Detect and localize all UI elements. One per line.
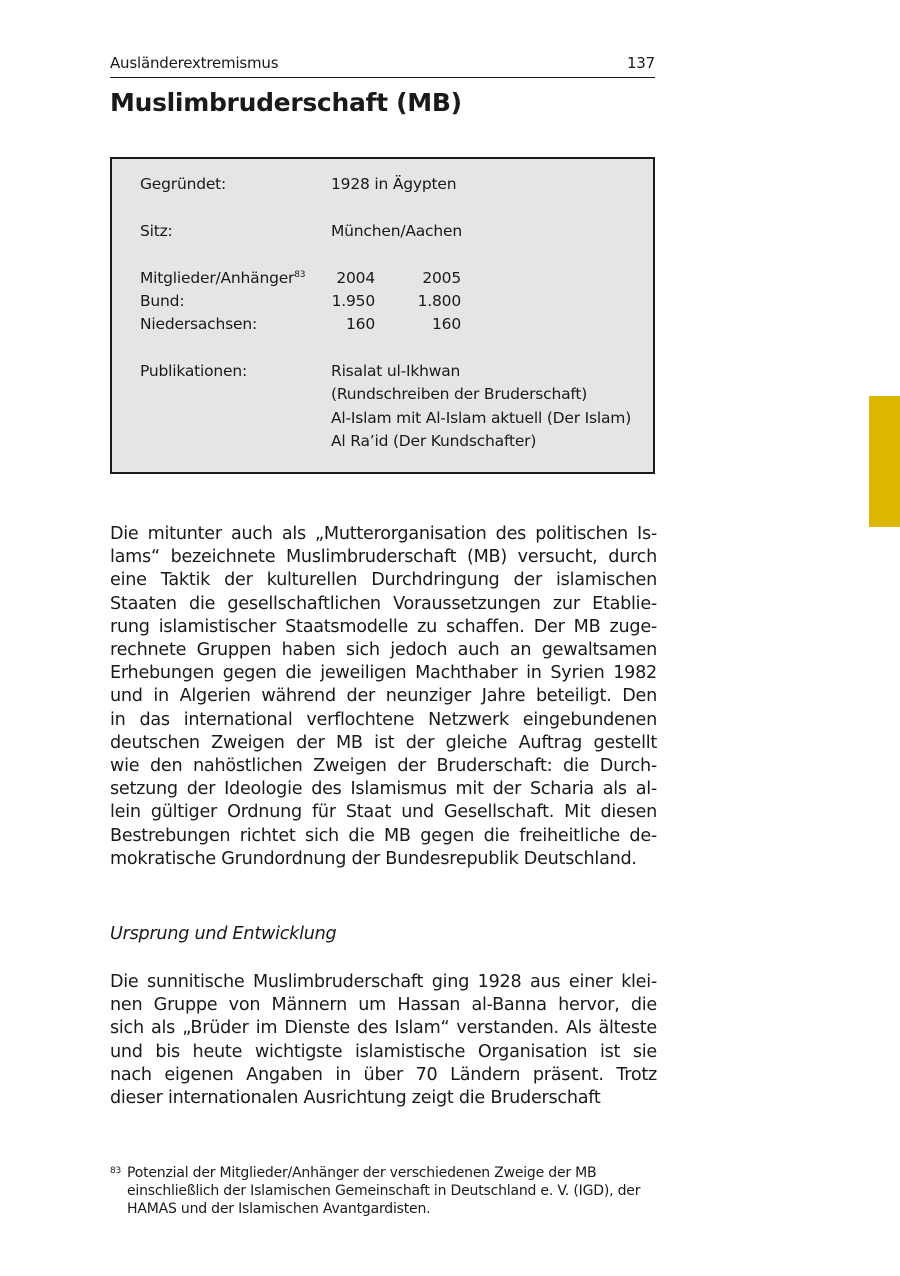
text-line: deutschen Zweigen der MB ist der gleiche Auftrag gestellt — [110, 732, 657, 753]
members-label: Mitglieder/Anhänger$^{83}$ — [140, 269, 306, 287]
paragraph-origin — [110, 971, 657, 1110]
niedersachsen-value-2005: 160 — [432, 315, 461, 333]
fact-box — [110, 157, 655, 474]
paragraph-intro — [110, 523, 657, 871]
text-line: eine Taktik der kulturellen Durchdringung der islamischen — [110, 570, 657, 591]
footnote-text — [127, 1164, 655, 1218]
section-subheading: Ursprung und Entwicklung — [110, 924, 337, 944]
chapter-thumb-tab — [869, 396, 900, 527]
seat-label: Sitz: — [140, 222, 173, 240]
text-line: lams“ bezeichnete Muslimbruderschaft (MB) versucht, durch — [110, 547, 657, 568]
footnote-line: Potenzial der Mitglieder/Anhänger der verschiedenen Zweige der MB — [127, 1165, 597, 1181]
bund-value-2005: 1.800 — [417, 292, 461, 310]
text-line: und in Algerien während der neunziger Jahre beteiligt. Den — [110, 686, 657, 707]
text-line: Die mitunter auch als „Mutterorganisation des politischen Is- — [110, 524, 657, 544]
text-line: Erhebungen gegen die jeweiligen Machthaber in Syrien 1982 — [110, 663, 657, 684]
niedersachsen-value-2004: 160 — [346, 315, 375, 333]
year-2004: 2004 — [336, 269, 375, 287]
footnote-line: einschließlich der Islamischen Gemeinschaft in Deutschland e. V. (IGD), der — [127, 1183, 641, 1199]
publication-item: Al Ra’id (Der Kundschafter) — [331, 432, 537, 450]
text-line: nach eigenen Angaben in über 70 Ländern präsent. Trotz — [110, 1064, 657, 1085]
footnote-ref: 83 — [294, 270, 306, 280]
publications-label: Publikationen: — [140, 362, 248, 380]
page-number: 137 — [626, 54, 655, 72]
footnote-line: HAMAS und der Islamischen Avantgardisten. — [127, 1201, 431, 1217]
bund-label: Bund: — [140, 292, 185, 310]
founded-label: Gegründet: — [140, 175, 227, 193]
text-line: rung islamistischer Staatsmodelle zu schaffen. Der MB zuge- — [110, 616, 657, 637]
publication-item: (Rundschreiben der Bruderschaft) — [331, 385, 588, 403]
founded-value: 1928 in Ägypten — [331, 175, 457, 193]
text-line: mokratische Grundordnung der Bundesrepublik Deutschland. — [110, 848, 637, 869]
section-title: Ausländerextremismus — [110, 54, 279, 72]
text-line: nen Gruppe von Männern um Hassan al-Banna hervor, die — [110, 995, 657, 1016]
text-line: in das international verflochtene Netzwerk eingebundenen — [110, 709, 657, 730]
text-line: dieser internationalen Ausrichtung zeigt die Bruderschaft — [110, 1088, 601, 1109]
niedersachsen-label: Niedersachsen: — [140, 315, 257, 333]
text-line: setzung der Ideologie des Islamismus mit der Scharia als al- — [110, 779, 657, 800]
publication-item: Risalat ul-Ikhwan — [331, 362, 461, 380]
text-line: Staaten die gesellschaftlichen Voraussetzungen zur Etablie- — [110, 593, 657, 614]
text-line: Die sunnitische Muslimbruderschaft ging 1928 aus einer klei- — [110, 972, 657, 992]
text-line: und bis heute wichtigste islamistische Organisation ist sie — [110, 1041, 657, 1062]
year-2005: 2005 — [422, 269, 461, 287]
bund-value-2004: 1.950 — [331, 292, 375, 310]
publication-item: Al-Islam mit Al-Islam aktuell (Der Islam) — [331, 409, 632, 427]
seat-value: München/Aachen — [331, 222, 462, 240]
text-line: rechnete Gruppen haben sich jedoch auch an gewaltsamen — [110, 640, 657, 661]
text-line: lein gültiger Ordnung für Staat und Gesellschaft. Mit diesen — [110, 802, 657, 823]
footnote-mark: 83 — [110, 1166, 122, 1176]
text-line: sich als „Brüder im Dienste des Islam“ verstanden. Als älteste — [110, 1018, 657, 1039]
text-line: wie den nahöstlichen Zweigen der Bruderschaft: die Durch- — [110, 756, 657, 777]
page-title: Muslimbruderschaft (MB) — [110, 88, 462, 117]
running-header — [110, 53, 655, 78]
text-line: Bestrebungen richtet sich die MB gegen die freiheitliche de- — [110, 825, 657, 846]
